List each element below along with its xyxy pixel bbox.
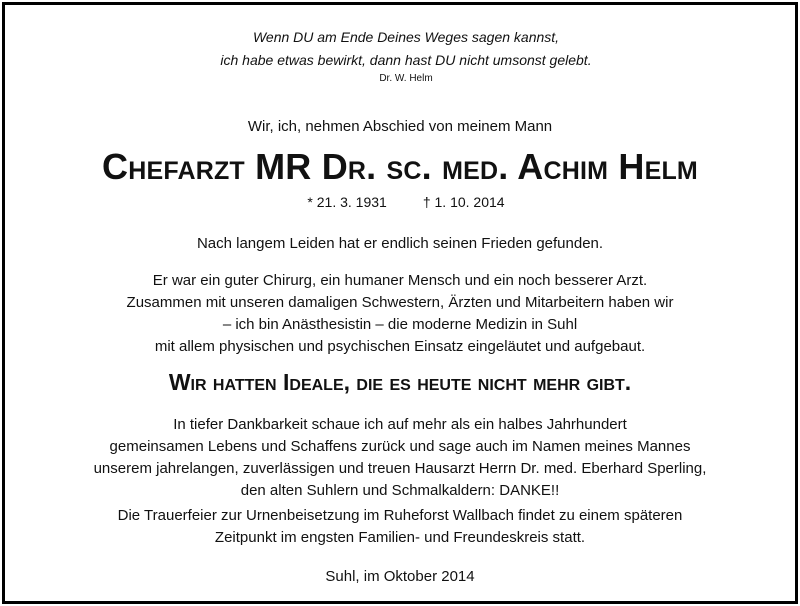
paragraph1-line-2: Zusammen mit unseren damaligen Schwestern, Ärzten und Mitarbeitern haben wir	[126, 294, 674, 311]
paragraph1-line-4: mit allem physischen und psychischen Einsatz eingeläutet und aufgebaut.	[154, 338, 646, 355]
quote-author: Dr. W. Helm	[379, 73, 433, 84]
birth-date: * 21. 3. 1931	[307, 194, 387, 210]
closing-line: Suhl, im Oktober 2014	[325, 568, 475, 585]
paragraph3-line-2: Zeitpunkt im engsten Familien- und Freundeskreis statt.	[214, 529, 586, 546]
paragraph2-line-4: den alten Suhlern und Schmalkaldern: DANKE!!	[240, 482, 560, 499]
deceased-name: Chefarzt MR Dr. sc. med. Achim Helm	[102, 146, 698, 187]
paragraph2-line-2: gemeinsamen Lebens und Schaffens zurück und sage auch im Namen meines Mannes	[109, 438, 691, 455]
paragraph3-line-1: Die Trauerfeier zur Urnenbeisetzung im Ruheforst Wallbach findet zu einem späteren	[117, 507, 683, 524]
motto-heading: Wir hatten Ideale, die es heute nicht mehr gibt.	[168, 369, 632, 395]
paragraph1-line-3: – ich bin Anästhesistin – die moderne Medizin in Suhl	[222, 316, 578, 333]
paragraph2-line-3: unserem jahrelangen, zuverlässigen und treuen Hausarzt Herrn Dr. med. Eberhard Sperling,	[93, 460, 707, 477]
paragraph1-line-1: Er war ein guter Chirurg, ein humaner Mensch und ein noch besserer Arzt.	[152, 272, 648, 289]
intro-text: Wir, ich, nehmen Abschied von meinem Mann	[247, 118, 553, 135]
paragraph2-line-1: In tiefer Dankbarkeit schaue ich auf mehr als ein halbes Jahrhundert	[173, 416, 627, 433]
life-dates	[11, 192, 800, 212]
obituary-notice	[2, 2, 798, 604]
quote-line-1: Wenn DU am Ende Deines Weges sagen kannst,	[252, 29, 560, 45]
quote-line-2: ich habe etwas bewirkt, dann hast DU nicht umsonst gelebt.	[220, 52, 592, 68]
death-date: † 1. 10. 2014	[422, 194, 505, 210]
peace-text: Nach langem Leiden hat er endlich seinen Frieden gefunden.	[196, 235, 604, 252]
